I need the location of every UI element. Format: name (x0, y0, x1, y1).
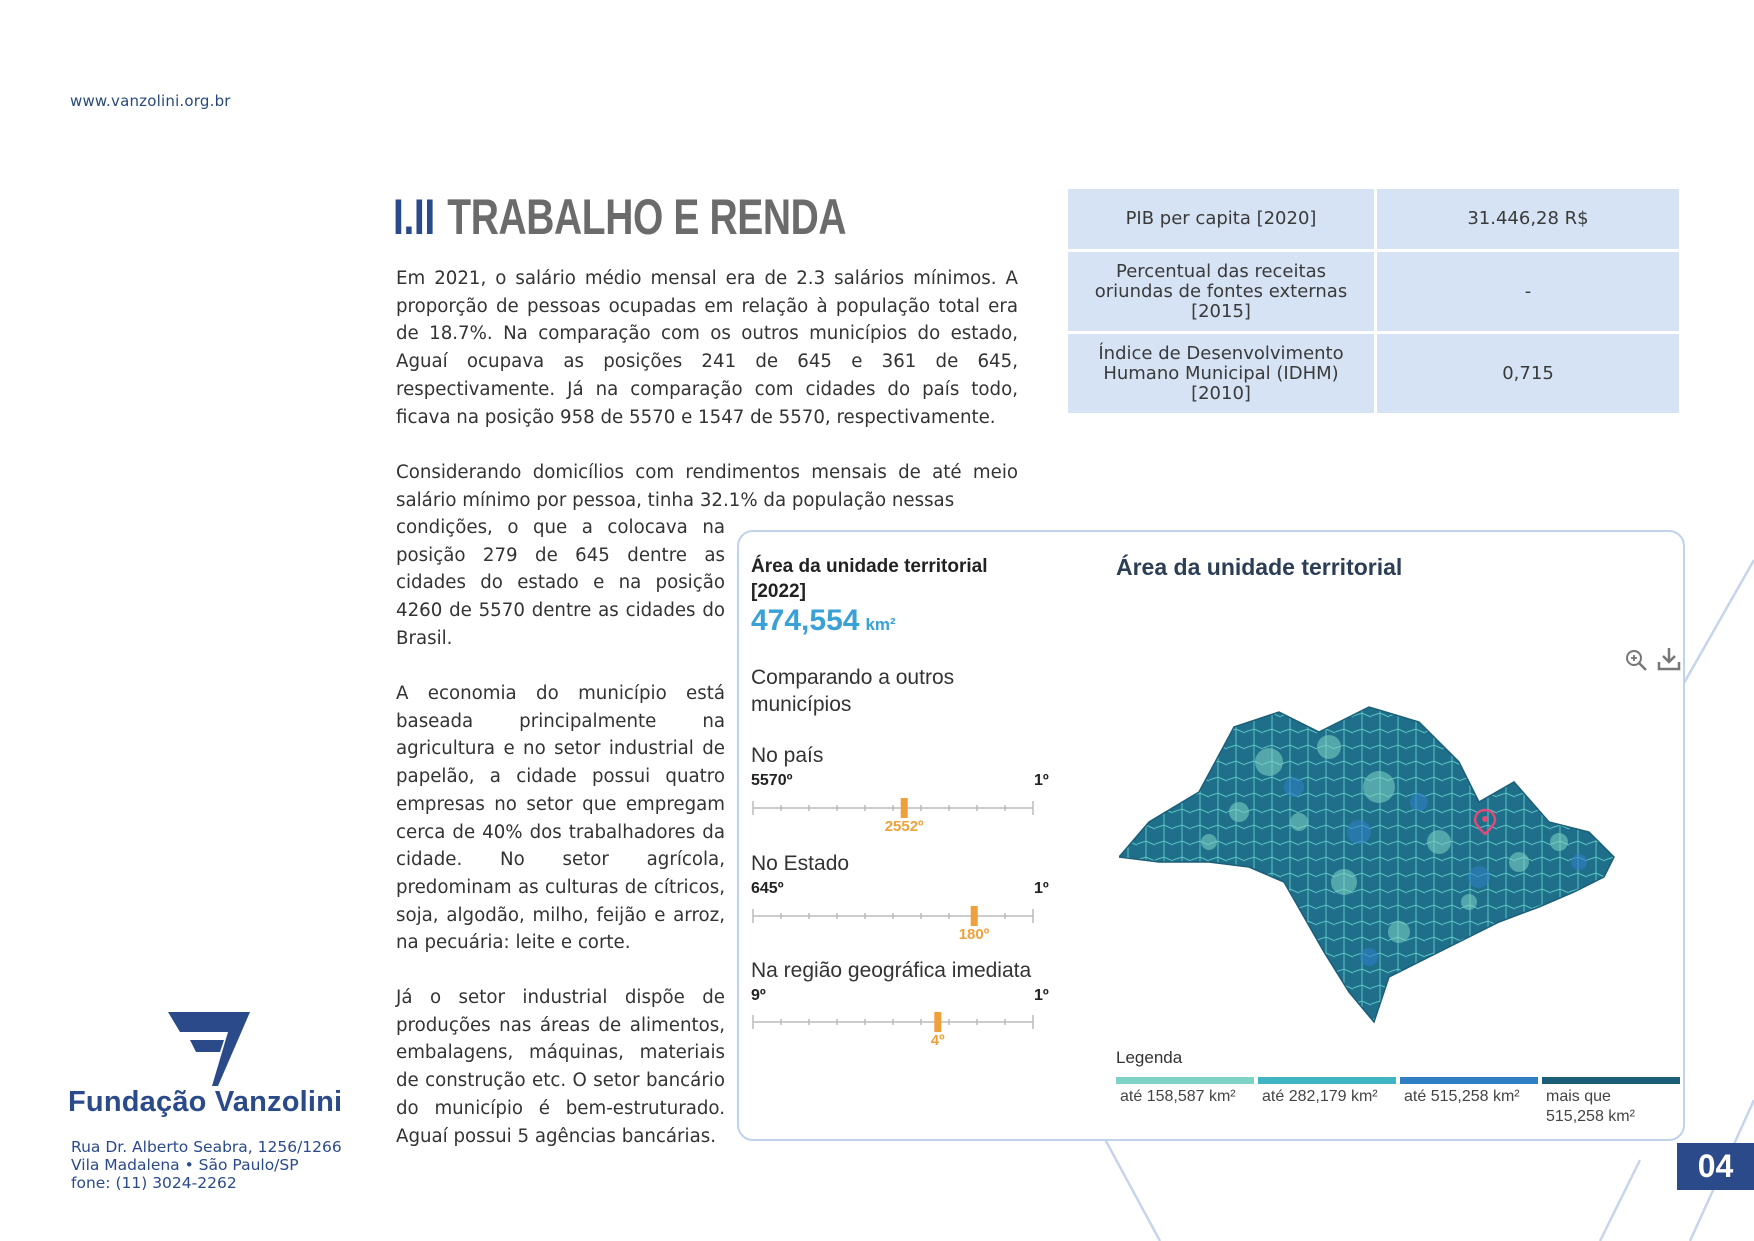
legend-label: mais que 515,258 km² (1546, 1088, 1635, 1125)
stat-label: Índice de Desenvolvimento Humano Municipal (IDHM) [2010] (1068, 334, 1374, 413)
compare-title: Comparando a outros municípios (751, 666, 955, 716)
rank-marker (901, 798, 908, 818)
stats-table (1065, 186, 1682, 416)
legend-item (1400, 1077, 1538, 1127)
vanzolini-logo-icon (168, 1010, 250, 1086)
rank-label-region: Na região geográfica imediata (751, 959, 1032, 982)
address-line: Rua Dr. Alberto Seabra, 1256/1266 (71, 1138, 342, 1156)
section-number: I.II (393, 189, 435, 245)
paragraph-industry: Já o setor industrial dispõe de produções nas áreas de alimentos, embalagens, máquinas, materiais de construção etc. O setor bancário do município é bem-estruturado. Aguaí possui 5 agências bancárias. (396, 987, 725, 1147)
legend-item (1258, 1077, 1396, 1127)
stat-value: 0,715 (1377, 334, 1679, 413)
legend-item (1116, 1077, 1254, 1127)
legend-swatch (1116, 1077, 1254, 1084)
stat-value: - (1377, 252, 1679, 331)
section-heading: TRABALHO E RENDA (447, 189, 847, 245)
rank-best-state: 1º (1034, 880, 1049, 897)
rank-value-state: 180º (958, 926, 990, 943)
area-unit: km² (865, 615, 896, 634)
rank-best-region: 1º (1034, 987, 1049, 1004)
area-value: 474,554 (751, 604, 860, 637)
rank-scale-country (753, 796, 1043, 820)
zoom-icon[interactable] (1624, 648, 1648, 672)
legend-label: até 282,179 km² (1262, 1088, 1378, 1105)
legend-title: Legenda (1116, 1048, 1183, 1067)
legend-label: até 515,258 km² (1404, 1088, 1520, 1105)
legend-item (1542, 1077, 1680, 1127)
address-line: Vila Madalena • São Paulo/SP (71, 1156, 299, 1174)
rank-label-country: No país (751, 744, 824, 767)
rank-worst-country: 5570º (751, 772, 793, 789)
table-row (1068, 189, 1679, 249)
phone: fone: (11) 3024-2262 (71, 1174, 237, 1192)
table-row (1068, 252, 1679, 331)
rank-worst-region: 9º (751, 987, 766, 1004)
rank-best-country: 1º (1034, 772, 1049, 789)
rank-marker (934, 1012, 941, 1032)
paragraph-salary: Em 2021, o salário médio mensal era de 2.3 salários mínimos. A proporção de pessoas ocupadas em relação à população total era de 18.7%. Na comparação com os outros municípios do estado, Aguaí ocupava as posições 241 de 645 e 361 de 645, respectivamente. Já na comparação com cidades do país todo, ficava na posição 958 de 5570 e 1547 de 5570, respectivamente. (396, 268, 1018, 428)
area-title: Área da unidade territorial [2022] (751, 556, 988, 602)
rank-label-state: No Estado (751, 852, 850, 875)
paragraph-income-rank: condições, o que a colocava na posição 279 de 645 dentre as cidades do estado e na posição 4260 de 5570 dentre as cidades do Brasil. (396, 517, 725, 649)
state-map[interactable] (1119, 692, 1649, 1042)
rank-scale-state (753, 904, 1043, 928)
rank-scale-region (753, 1010, 1043, 1034)
map-title: Área da unidade territorial (1116, 554, 1403, 580)
legend-swatch (1258, 1077, 1396, 1084)
download-icon[interactable] (1657, 646, 1681, 672)
table-row (1068, 334, 1679, 413)
area-panel (737, 530, 1685, 1141)
rank-worst-state: 645º (751, 880, 784, 897)
rank-marker (971, 906, 978, 926)
map-legend (1116, 1077, 1680, 1127)
page-number: 04 (1677, 1143, 1754, 1190)
address-block (71, 1138, 342, 1192)
stat-label: PIB per capita [2020] (1068, 189, 1374, 249)
stat-value: 31.446,28 R$ (1377, 189, 1679, 249)
map-fill (1119, 692, 1649, 1042)
legend-label: até 158,587 km² (1120, 1088, 1236, 1105)
org-name: Fundação Vanzolini (68, 1086, 343, 1118)
website-url[interactable]: www.vanzolini.org.br (70, 92, 231, 110)
rank-value-region: 4º (930, 1032, 945, 1049)
area-value-block (751, 604, 896, 638)
stat-label: Percentual das receitas oriundas de fontes externas [2015] (1068, 252, 1374, 331)
paragraph-economy: A economia do município está baseada principalmente na agricultura e no setor industrial de papelão, a cidade possui quatro empresas no setor que empregam cerca de 40% dos trabalhadores da cidade. No setor agrícola, predominam as culturas de cítricos, soja, algodão, milho, feijão e arroz, na pecuária: leite e corte. (396, 683, 725, 954)
legend-swatch (1400, 1077, 1538, 1084)
section-title (393, 188, 846, 246)
legend-swatch (1542, 1077, 1680, 1084)
paragraph-income-intro: Considerando domicílios com rendimentos mensais de até meio salário mínimo por pessoa, tinha 32.1% da população nessas (396, 462, 1018, 511)
rank-value-country: 2552º (884, 818, 924, 835)
